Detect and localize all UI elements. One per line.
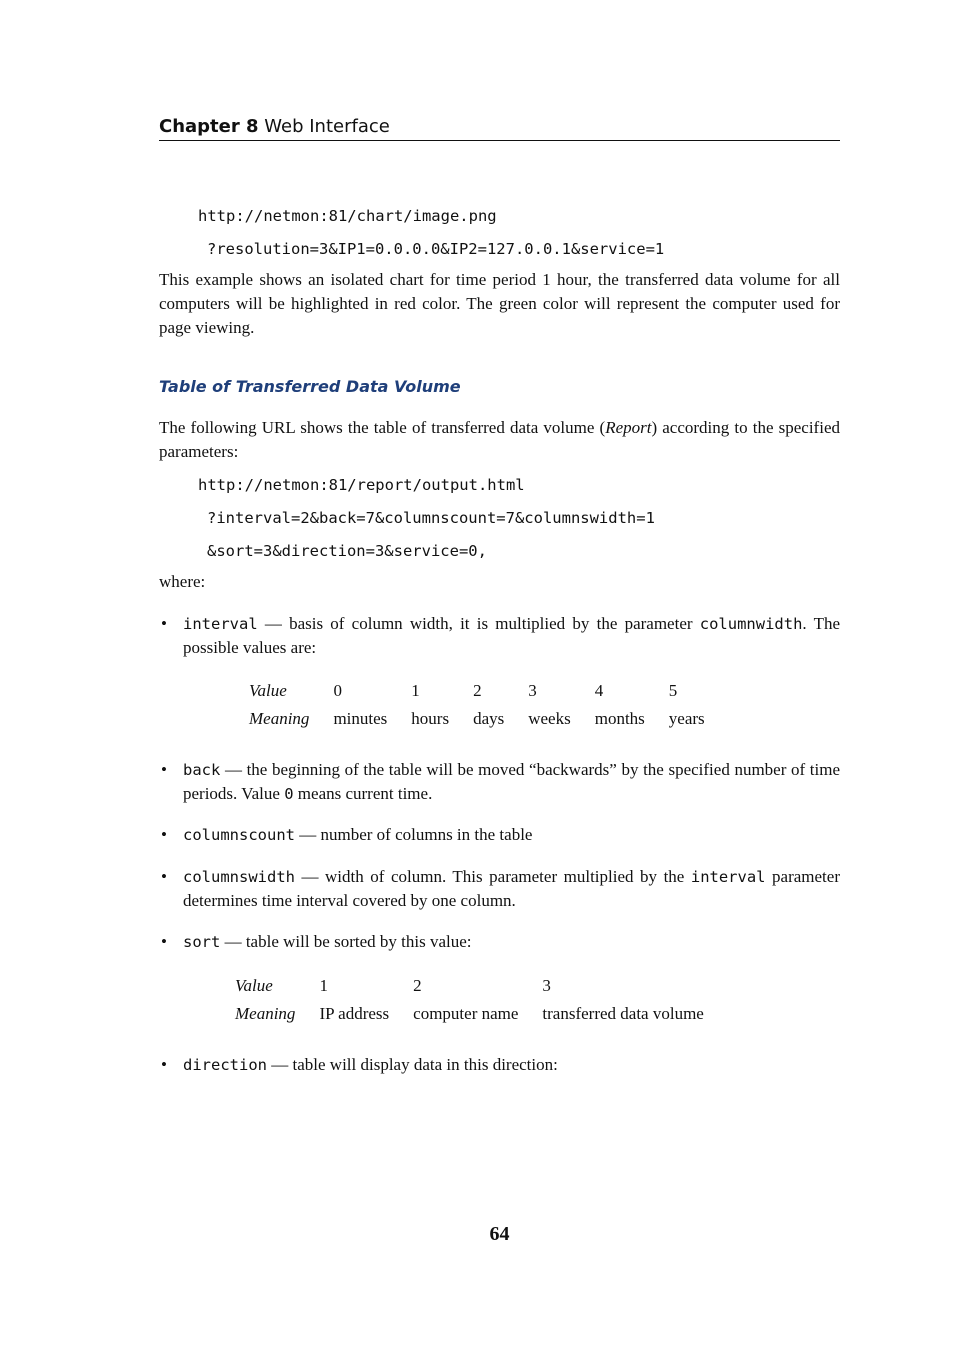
bullet-dot: • (161, 867, 167, 886)
table-cell: 3 (528, 681, 537, 700)
table-cell: months (594, 709, 645, 728)
bullet-text-part: — the beginning of the table will be moved “backwards” by the specified number of time periods. Value (183, 760, 840, 803)
param-code: columnscount (183, 826, 295, 844)
bullet-dot: • (161, 614, 167, 633)
table-row (249, 679, 729, 707)
bullet-text-part: means current time. (293, 784, 433, 803)
table-cell: 2 (473, 681, 482, 700)
bullet-text (183, 823, 840, 847)
table-cell: 1 (319, 976, 328, 995)
param-code: sort (183, 933, 221, 951)
table-cell: 3 (542, 976, 551, 995)
page-number: 64 (489, 1223, 510, 1245)
table-cell: computer name (413, 1004, 519, 1023)
bullet-text (183, 758, 840, 806)
bullet-text-part: — table will display data in this direction: (267, 1055, 558, 1074)
interval-values-table (249, 679, 729, 735)
table-cell: 5 (668, 681, 678, 700)
code-report-params-2: &sort=3&direction=3&service=0, (207, 542, 487, 560)
table-cell: hours (411, 709, 450, 728)
table-cell: days (473, 709, 505, 728)
chapter-number: Chapter 8 (159, 116, 259, 137)
table-cell: 1 (411, 681, 420, 700)
row-label: Meaning (235, 1004, 296, 1023)
code-report-url: http://netmon:81/report/output.html (198, 476, 525, 494)
param-code: columnswidth (183, 868, 295, 886)
report-intro-italic: Report (605, 418, 652, 437)
param-code: interval (183, 615, 258, 633)
row-label: Value (249, 681, 287, 700)
table-cell: weeks (528, 709, 571, 728)
table-cell: minutes (333, 709, 388, 728)
code-report-params-1: ?interval=2&back=7&columnscount=7&columnswidth=1 (207, 509, 655, 527)
table-cell: 4 (594, 681, 604, 700)
bullet-text-part: — width of column. This parameter multiplied by the (294, 867, 691, 886)
table-row (235, 1002, 728, 1030)
table-cell: 0 (333, 681, 342, 700)
bullet-dot: • (161, 760, 167, 779)
bullet-dot: • (161, 825, 167, 844)
chapter-title: Web Interface (264, 116, 390, 137)
param-code: direction (183, 1056, 267, 1074)
bullet-dot: • (161, 1055, 167, 1074)
table-row (249, 707, 729, 735)
table-cell: IP address (319, 1004, 390, 1023)
where-label: where: (159, 572, 206, 591)
table-cell: 2 (413, 976, 422, 995)
row-label: Meaning (249, 709, 310, 728)
bullet-text (183, 930, 840, 954)
param-code: interval (690, 868, 766, 886)
report-intro-after: ) according to the specified parameters: (159, 418, 840, 461)
bullet-text (183, 1053, 840, 1077)
param-code: columnwidth (699, 615, 803, 633)
paragraph-chart-example: This example shows an isolated chart for time period 1 hour, the transferred data volume for all computers will be highlighted in red color. The green color will represent the computer used for page viewing. (159, 270, 840, 337)
table-row (235, 974, 728, 1002)
table-cell: years (668, 709, 705, 728)
row-label: Value (235, 976, 273, 995)
bullet-text (183, 865, 840, 913)
section-title: Table of Transferred Data Volume (159, 377, 461, 396)
paragraph-report-intro (159, 416, 840, 464)
bullet-text-part: — table will be sorted by this value: (220, 932, 472, 951)
code-chart-params: ?resolution=3&IP1=0.0.0.0&IP2=127.0.0.1&service=1 (207, 240, 665, 258)
bullet-text-part: — number of columns in the table (294, 825, 533, 844)
bullet-text (183, 612, 840, 660)
bullet-text-part: . The possible values are: (183, 614, 841, 657)
bullet-dot: • (161, 932, 167, 951)
bullet-text-part: parameter determines time interval covered by one column. (183, 867, 840, 910)
sort-values-table (235, 974, 728, 1030)
chapter-header (159, 115, 840, 141)
param-code: back (183, 761, 221, 779)
code-chart-url: http://netmon:81/chart/image.png (198, 207, 497, 225)
param-code: 0 (284, 785, 294, 803)
table-cell: transferred data volume (542, 1004, 704, 1023)
report-intro-before: The following URL shows the table of transferred data volume ( (159, 418, 606, 437)
bullet-text-part: — basis of column width, it is multiplied by the parameter (257, 614, 700, 633)
